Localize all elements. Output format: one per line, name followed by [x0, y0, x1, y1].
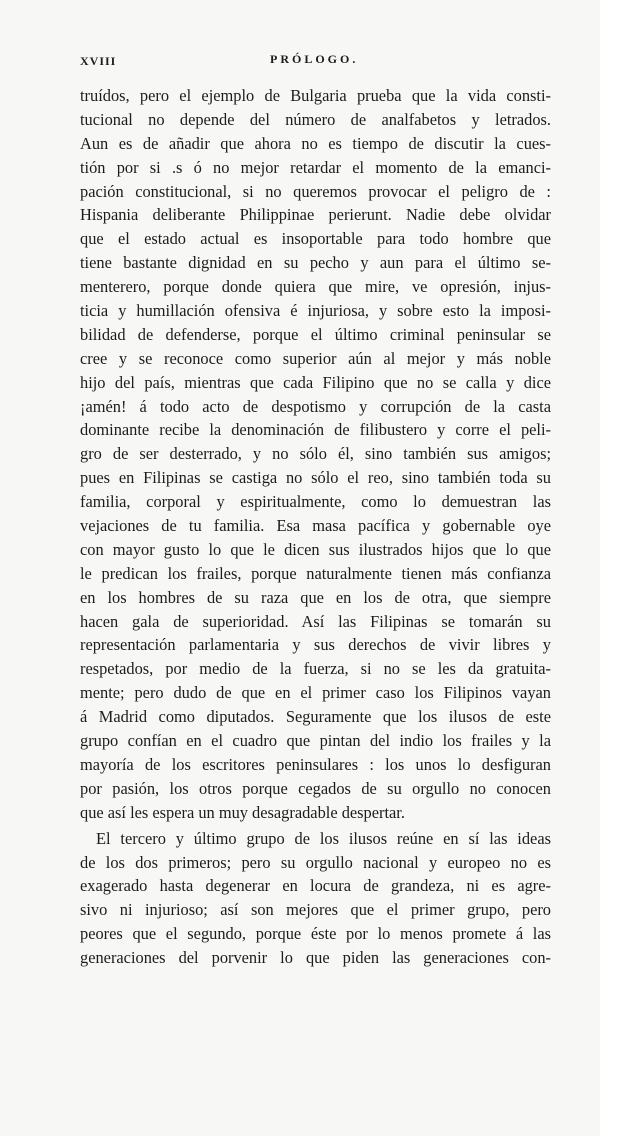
text-line: que el estado actual es insoportable para todo hombre que — [80, 229, 551, 249]
text-line: sivo ni injurioso; así son mejores que el primer grupo, pero — [80, 900, 551, 920]
text-line: tiene bastante dignidad en su pecho y aun para el último se- — [80, 253, 551, 273]
text-line: en los hombres de su raza que en los de otra, que siempre — [80, 587, 551, 607]
text-line: cree y se reconoce como superior aún al mejor y más noble — [80, 348, 551, 368]
body-text — [80, 84, 551, 970]
text-line: Hispania deliberante Philippinae perierunt. Nadie debe olvidar — [80, 205, 551, 225]
text-line: dominante recibe la denominación de filibustero y corre el peli- — [80, 420, 551, 440]
page-header — [80, 50, 550, 72]
text-line: pación constitucional, si no queremos provocar el peligro de : — [80, 181, 551, 201]
text-line: exagerado hasta degenerar en locura de grandeza, ni es agre- — [80, 876, 551, 896]
text-line: gro de ser desterrado, y no sólo él, sino también sus amigos; — [80, 444, 551, 464]
text-line: hacen gala de superioridad. Así las Filipinas se tomarán su — [80, 611, 551, 631]
text-line: Aun es de añadir que ahora no es tiempo de discutir la cues- — [80, 133, 551, 153]
text-line: tucional no depende del número de analfabetos y letrados. — [80, 109, 551, 129]
text-line: generaciones del porvenir lo que piden las generaciones con- — [80, 948, 551, 968]
text-line: familia, corporal y espiritualmente, como lo demuestran las — [80, 492, 551, 512]
text-line: vejaciones de tu familia. Esa masa pacífica y gobernable oye — [80, 516, 551, 536]
text-line: bilidad de defenderse, porque el último criminal peninsular se — [80, 324, 551, 344]
text-line: mayoría de los escritores peninsulares : los unos lo desfiguran — [80, 754, 551, 774]
text-line: representación parlamentaria y sus derechos de vivir libres y — [80, 635, 551, 655]
text-line: peores que el segundo, porque éste por lo menos promete á las — [80, 924, 551, 944]
text-line: respetados, por medio de la fuerza, si no se les da gratuita- — [80, 659, 551, 679]
text-line: que así les espera un muy desagradable despertar. — [80, 802, 405, 822]
text-line: á Madrid como diputados. Seguramente que los ilusos de este — [80, 707, 551, 727]
text-line: El tercero y último grupo de los ilusos reúne en sí las ideas — [96, 828, 551, 848]
text-line: hijo del país, mientras que cada Filipino que no se calla y dice — [80, 372, 551, 392]
page-margin — [600, 0, 617, 1136]
text-line: le predican los frailes, porque naturalmente tienen más confianza — [80, 563, 551, 583]
page-number: XVIII — [80, 54, 117, 68]
text-line: de los dos primeros; pero su orgullo nacional y europeo no es — [80, 852, 551, 872]
text-line: por pasión, los otros porque cegados de su orgullo no conocen — [80, 778, 551, 798]
paragraph-2 — [80, 827, 551, 970]
text-line: grupo confían en el cuadro que pintan del indio los frailes y la — [80, 731, 551, 751]
text-line: ¡amén! á todo acto de despotismo y corrupción de la casta — [80, 396, 551, 416]
text-line: menterero, porque donde quiera que mire, ve opresión, injus- — [80, 277, 551, 297]
text-line: tión por si .s ó no mejor retardar el momento de la emanci- — [80, 157, 551, 177]
text-line: mente; pero dudo de que en el primer caso los Filipinos vayan — [80, 683, 551, 703]
text-line: pues en Filipinas se castiga no sólo el reo, sino también toda su — [80, 468, 551, 488]
text-line: con mayor gusto lo que le dicen sus ilustrados hijos que lo que — [80, 539, 551, 559]
text-line: ticia y humillación ofensiva é injuriosa, y sobre esto la imposi- — [80, 301, 551, 321]
text-line: truídos, pero el ejemplo de Bulgaria prueba que la vida consti- — [80, 86, 551, 105]
running-title: PRÓLOGO. — [270, 52, 359, 66]
paragraph-1 — [80, 84, 551, 825]
